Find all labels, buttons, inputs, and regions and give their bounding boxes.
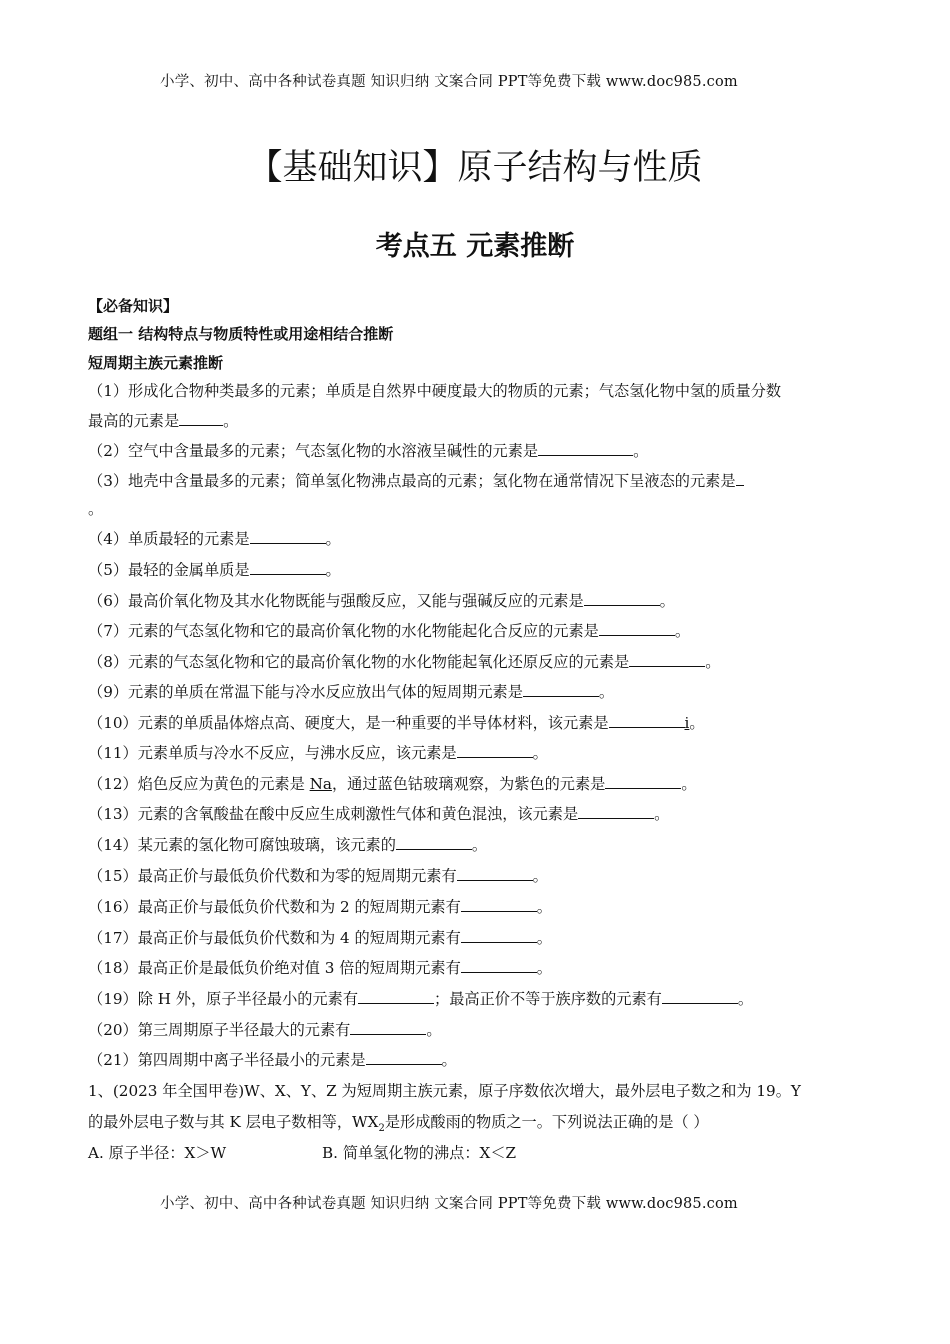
page-subtitle: 考点五 元素推断	[375, 231, 575, 262]
question-1-line-2	[88, 1111, 709, 1134]
item-9	[88, 681, 614, 702]
item-2-text: （2）空气中含量最多的元素；气态氢化物的水溶液呈碱性的元素是	[88, 442, 539, 460]
answer-blank[interactable]	[179, 411, 223, 426]
item-7-text: （7）元素的气态氢化物和它的最高价氧化物的水化物能起化合反应的元素是	[88, 622, 599, 640]
item-21	[88, 1049, 457, 1070]
item-17-text: （17）最高正价与最低负价代数和为 4 的短周期元素有	[88, 929, 461, 947]
section-heading: 【必备知识】	[88, 297, 179, 315]
period: 。	[633, 442, 649, 460]
period: 。	[536, 898, 552, 916]
subgroup-heading: 短周期主族元素推断	[88, 354, 224, 372]
option-a[interactable]: A. 原子半径：X＞W	[88, 1144, 227, 1162]
item-2	[88, 440, 648, 461]
item-4	[88, 528, 341, 549]
answer-blank[interactable]	[629, 652, 705, 667]
item-10-text: （10）元素的单质晶体熔点高、硬度大，是一种重要的半导体材料，该元素是	[88, 714, 609, 732]
item-1b	[88, 410, 238, 431]
item-19-text-b: ；最高正价不等于族序数的元素有	[434, 990, 662, 1008]
answer-blank[interactable]	[461, 958, 537, 973]
subscript: 2	[378, 1123, 385, 1135]
period: 。	[654, 805, 670, 823]
page-header: 小学、初中、高中各种试卷真题 知识归纳 文案合同 PPT等免费下载 www.doc985.com	[160, 74, 738, 90]
item-11-text: （11）元素单质与冷水不反应，与沸水反应，该元素是	[88, 744, 457, 762]
period: 。	[441, 1051, 457, 1069]
answer-blank[interactable]	[366, 1050, 442, 1065]
item-12	[88, 773, 697, 794]
period: 。	[325, 561, 341, 579]
answer-blank[interactable]	[461, 897, 537, 912]
item-1b-text: 最高的元素是	[88, 412, 180, 430]
item-8-text: （8）元素的气态氢化物和它的最高价氧化物的水化物能起氧化还原反应的元素是	[88, 653, 630, 671]
item-1a: （1）形成化合物种类最多的元素；单质是自然界中硬度最大的物质的元素；气态氢化物中氢的质量分数	[88, 382, 782, 400]
period: 。	[426, 1021, 442, 1039]
period: 。	[598, 683, 615, 701]
period: 。	[659, 592, 675, 610]
answer-blank[interactable]	[578, 804, 654, 819]
item-13-text: （13）元素的含氧酸盐在酸中反应生成刺激性气体和黄色混浊，该元素是	[88, 805, 579, 823]
question-1-line-1: 1、(2023 年全国甲卷)W、X、Y、Z 为短周期主族元素，原子序数依次增大，最外层电子数之和为 19。Y	[88, 1082, 801, 1100]
period: 。	[674, 622, 691, 640]
item-9-text: （9）元素的单质在常温下能与冷水反应放出气体的短周期元素是	[88, 683, 523, 701]
answer-blank[interactable]	[662, 989, 738, 1004]
answer-blank[interactable]	[461, 928, 537, 943]
item-20	[88, 1019, 442, 1040]
item-3	[88, 470, 744, 491]
item-14	[88, 834, 487, 855]
answer-blank[interactable]	[350, 1020, 426, 1035]
period: 。	[223, 412, 239, 430]
answer-blank[interactable]	[523, 682, 599, 697]
period: 。	[536, 929, 552, 947]
item-18	[88, 957, 552, 978]
item-15-text: （15）最高正价与最低负价代数和为零的短周期元素有	[88, 867, 457, 885]
period: 。	[689, 714, 705, 732]
group-heading: 题组一 结构特点与物质特性或用途相结合推断	[88, 325, 394, 343]
period: 。	[681, 775, 697, 793]
item-14-text: （14）某元素的氢化物可腐蚀玻璃，该元素的	[88, 836, 396, 854]
period: 。	[325, 530, 341, 548]
period: 。	[536, 959, 552, 977]
item-20-text: （20）第三周期原子半径最大的元素有	[88, 1021, 351, 1039]
item-12-text-b: ，通过蓝色钴玻璃观察，为紫色的元素是	[331, 775, 606, 793]
item-10-tail: i	[684, 714, 690, 732]
answer-blank[interactable]	[457, 866, 533, 881]
item-5-text: （5）最轻的金属单质是	[88, 561, 250, 579]
item-10	[88, 712, 705, 733]
period: 。	[532, 867, 548, 885]
page-footer: 小学、初中、高中各种试卷真题 知识归纳 文案合同 PPT等免费下载 www.doc985.com	[160, 1196, 738, 1212]
option-b[interactable]: B. 简单氢化物的沸点：X＜Z	[322, 1144, 517, 1162]
item-4-text: （4）单质最轻的元素是	[88, 530, 250, 548]
item-19	[88, 988, 753, 1009]
answer-blank[interactable]	[457, 743, 533, 758]
item-16	[88, 896, 552, 917]
answer-blank[interactable]	[605, 774, 681, 789]
item-17	[88, 927, 552, 948]
item-18-text: （18）最高正价是最低负价绝对值 3 倍的短周期元素有	[88, 959, 461, 977]
item-16-text: （16）最高正价与最低负价代数和为 2 的短周期元素有	[88, 898, 461, 916]
answer-blank[interactable]	[250, 560, 326, 575]
period: 。	[737, 990, 754, 1008]
item-3-text: （3）地壳中含量最多的元素；简单氢化物沸点最高的元素；氢化物在通常情况下呈液态的元素是	[88, 472, 736, 490]
item-7	[88, 620, 690, 641]
item-6-text: （6）最高价氧化物及其水化物既能与强酸反应，又能与强碱反应的元素是	[88, 592, 584, 610]
period: 。	[705, 653, 721, 671]
question-1-text-b: 是形成酸雨的物质之一。下列说法正确的是（ ）	[384, 1113, 709, 1131]
item-12-text-a: （12）焰色反应为黄色的元素是	[88, 775, 310, 793]
item-6	[88, 590, 675, 611]
question-1-text-a: 的最外层电子数与其 K 层电子数相等，WX	[88, 1113, 379, 1131]
sodium-answer: Na	[309, 775, 332, 793]
answer-blank[interactable]	[736, 471, 744, 486]
answer-blank[interactable]	[584, 591, 660, 606]
item-19-text-a: （19）除 H 外，原子半径最小的元素有	[88, 990, 359, 1008]
item-15	[88, 865, 548, 886]
period: 。	[532, 744, 548, 762]
item-8	[88, 651, 720, 672]
answer-blank[interactable]	[599, 621, 675, 636]
answer-blank[interactable]	[538, 441, 633, 456]
item-11	[88, 742, 548, 763]
page-title: 【基础知识】原子结构与性质	[247, 148, 703, 188]
answer-blank[interactable]	[250, 529, 326, 544]
answer-blank[interactable]	[358, 989, 434, 1004]
item-5	[88, 559, 341, 580]
item-13	[88, 803, 669, 824]
item-3-end	[88, 498, 103, 519]
item-21-text: （21）第四周期中离子半径最小的元素是	[88, 1051, 366, 1069]
period: 。	[471, 836, 488, 854]
period: 。	[88, 500, 104, 518]
answer-blank[interactable]	[396, 835, 472, 850]
answer-blank[interactable]	[609, 713, 685, 728]
